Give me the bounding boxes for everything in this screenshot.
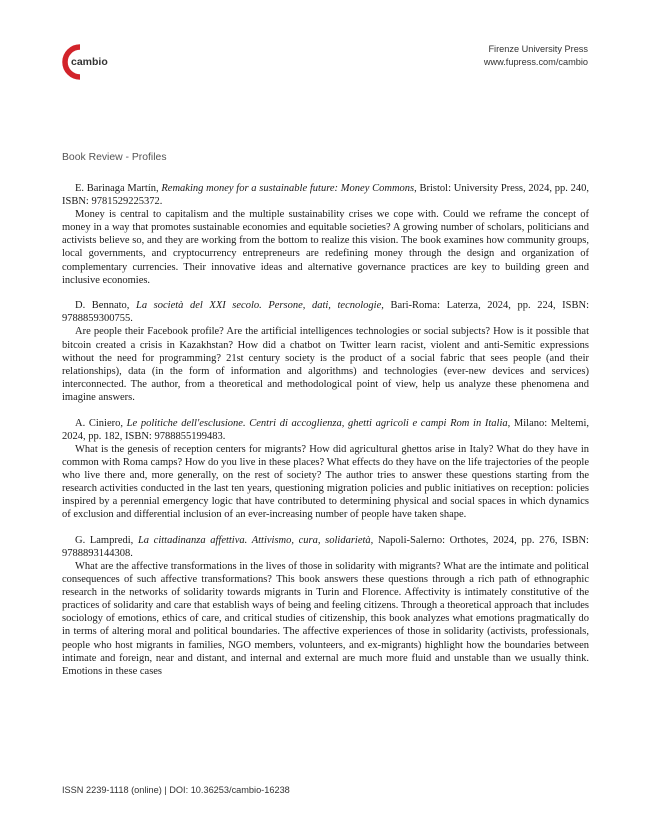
footer-issn-doi: ISSN 2239-1118 (online) | DOI: 10.36253/cambio-16238 [62, 785, 290, 795]
review-text: What is the genesis of reception centers for migrants? How did agricultural ghettos arise in Italy? What do they have in common with Roma camps? How do you live in these places? What effects do they have on the life trajectories of the people who live there and, more generally, on the rest of society? The author tries to answer these questions starting from the research activities conducted in the last ten years, questioning migration policies and public initiatives on reception: policies inspired by a perennial emergency logic that have contributed to determining physical and social spaces in which dynamics of exclusion and differential inclusion of an ever-increasing number of people have taken shape. [62, 443, 589, 521]
review-book-title: La cittadinanza affettiva. Attivismo, cura, solidarietà, [137, 534, 374, 546]
review-entry [62, 534, 589, 678]
review-book-title: Remaking money for a sustainable future: Money Commons [161, 183, 415, 194]
publisher-url[interactable]: www.fupress.com/cambio [483, 57, 588, 67]
review-entry [62, 299, 589, 404]
publisher-info [484, 43, 588, 69]
review-book-title: La società del XXI secolo. Persone, dati, tecnologie [136, 300, 382, 312]
review-citation [62, 534, 589, 560]
review-details: Milano: Meltemi, 2024, pp. 182, ISBN: 9788855199483. [62, 417, 590, 442]
publisher-name: Firenze University Press [488, 44, 588, 54]
review-details: , Bristol: University Press, 2024, pp. 240, ISBN: 9781529225372. [62, 183, 589, 208]
review-citation [62, 417, 589, 443]
review-entry [62, 417, 589, 522]
review-author: G. Lampredi, [75, 534, 138, 546]
review-text: Are people their Facebook profile? Are the artificial intelligences technologies or social subjects? How is it possible that bitcoin created a crisis in Kazakhstan? How did a chatbot on Twitter learn racist, violent and anti-Semitic expressions without the need for programming? 21st century society is the product of a social fabric that sees people (and their relationships), data (in the form of information and algorithms) and technologies (ever-new devices and services) interconnected. The author, from a theoretical and methodological point of view, help us analyze these phenomena and imagine answers. [62, 326, 589, 403]
review-author: A. Ciniero, [75, 417, 127, 429]
logo-wordmark: cambio [71, 56, 108, 68]
review-author: E. Barinaga Martín, [75, 183, 162, 194]
review-author: D. Bennato, [75, 300, 136, 312]
section-title: Book Review - Profiles [62, 152, 167, 163]
review-text: What are the affective transformations in the lives of those in solidarity with migrants? What are the intimate and political consequences of such affective transformations? This book answers these questions through a rich path of ethnographic research in the networks of solidarity towards migrants in Turin and Florence. Affectivity is intimately constitutive of the practices of solidarity and care that establish ways of being and feeling citizens. Through a theoretical approach that includes sociology of emotions, ethics of care, and critical studies of citizenship, this book analyzes what emotions pragmatically do in terms of altering moral and political boundaries. The affective experiences of those in solidarity (activists, professionals, people who host migrants in families, NGO members, volunteers, and ex-migrants) highlight how the boundaries between intimate and foreign, near and distant, and internal and external are much more fluid and unstable than we usually think. Emotions in these cases [62, 560, 589, 677]
cambio-logo [58, 44, 118, 80]
reviews-list [62, 182, 589, 690]
review-details: , Bari-Roma: Laterza, 2024, pp. 224, ISBN: 9788859300755. [62, 300, 589, 325]
review-text: Money is central to capitalism and the multiple sustainability crises we cope with. Could we reframe the concept of money in a way that promotes sustainable economies and equitable societies? A growing number of scholars, politicians and activists believe so, and they are working from the bottom to realize this vision. The book examines how community groups, local governments, and cryptocurrency entrepreneurs are redefining money through the design and organization of complementary currencies. Their innovative ideas and alternative governance practices are key to building green and inclusive economies. [62, 209, 589, 286]
review-citation [62, 182, 589, 208]
review-citation [62, 299, 589, 325]
review-details: Napoli-Salerno: Orthotes, 2024, pp. 276, ISBN: 9788893144308. [62, 534, 589, 559]
review-entry [62, 182, 589, 287]
review-book-title: Le politiche dell'esclusione. Centri di accoglienza, ghetti agricoli e campi Rom in Italia, [126, 417, 511, 429]
